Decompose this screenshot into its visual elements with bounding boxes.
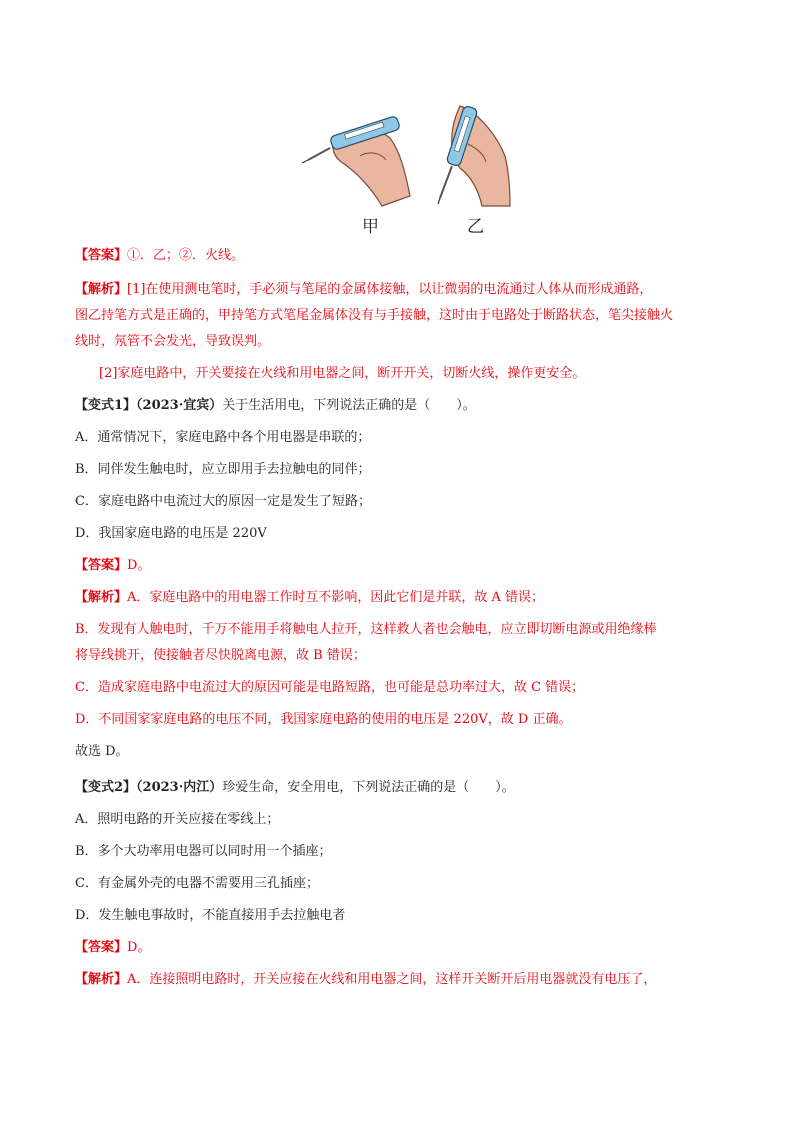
analysis-line: 【解析】A．连接照明电路时，开关应接在火线和用电器之间，这样开关断开后用电器就没有电压了， — [75, 972, 657, 987]
analysis-line: 线时，氖管不会发光，导致误判。 — [75, 334, 271, 349]
option-line: C．有金属外壳的电器不需要用三孔插座； — [75, 876, 319, 891]
option-line: B．多个大功率用电器可以同时用一个插座； — [75, 844, 332, 859]
question-heading: 【变式2】（2023·内江）珍爱生命，安全用电，下列说法正确的是（ ）。 — [75, 780, 515, 795]
option-line: D．发生触电事故时，不能直接用手去拉触电者 — [75, 908, 346, 923]
option-line: C．家庭电路中电流过大的原因一定是发生了短路； — [75, 494, 371, 509]
analysis-line: D．不同国家家庭电路的电压不同，我国家庭电路的使用的电压是 220V，故 D 正确。 — [75, 712, 572, 727]
question-heading: 【变式1】（2023·宜宾）关于生活用电，下列说法正确的是（ ）。 — [75, 398, 476, 413]
figure-label-jia: 甲 — [362, 217, 379, 237]
analysis-line: [2]家庭电路中，开关要接在火线和用电器之间，断开开关，切断火线，操作更安全。 — [99, 366, 586, 381]
analysis-line: 【解析】[1]在使用测电笔时，手必须与笔尾的金属体接触，以让微弱的电流通过人体从而形成通路， — [75, 282, 653, 297]
answer-line: 【答案】D。 — [75, 940, 151, 955]
test-pen-figure — [300, 96, 530, 236]
analysis-line: 将导线挑开，使接触者尽快脱离电源，故 B 错误； — [75, 648, 366, 663]
answer-line: 【答案】①．乙；②．火线。 — [75, 248, 245, 263]
analysis-line: B．发现有人触电时，千万不能用手将触电人拉开，这样救人者也会触电，应立即切断电源或用绝缘棒 — [75, 622, 657, 637]
option-line: D．我国家庭电路的电压是 220V — [75, 526, 267, 541]
analysis-line: 图乙持笔方式是正确的，甲持笔方式笔尾金属体没有与手接触，这时由于电路处于断路状态，笔尖接触火 — [75, 308, 674, 323]
conclusion-line: 故选 D。 — [75, 744, 129, 759]
analysis-line: C．造成家庭电路中电流过大的原因可能是电路短路，也可能是总功率过大，故 C 错误； — [75, 680, 585, 695]
option-line: B．同伴发生触电时，应立即用手去拉触电的同伴； — [75, 462, 371, 477]
figure-label-yi: 乙 — [467, 217, 484, 237]
analysis-line: 【解析】A．家庭电路中的用电器工作时互不影响，因此它们是并联，故 A 错误； — [75, 590, 545, 605]
option-line: A．通常情况下，家庭电路中各个用电器是串联的； — [75, 430, 371, 445]
test-pen-illustration — [300, 96, 530, 236]
answer-line: 【答案】D。 — [75, 558, 151, 573]
option-line: A．照明电路的开关应接在零线上； — [75, 812, 280, 827]
